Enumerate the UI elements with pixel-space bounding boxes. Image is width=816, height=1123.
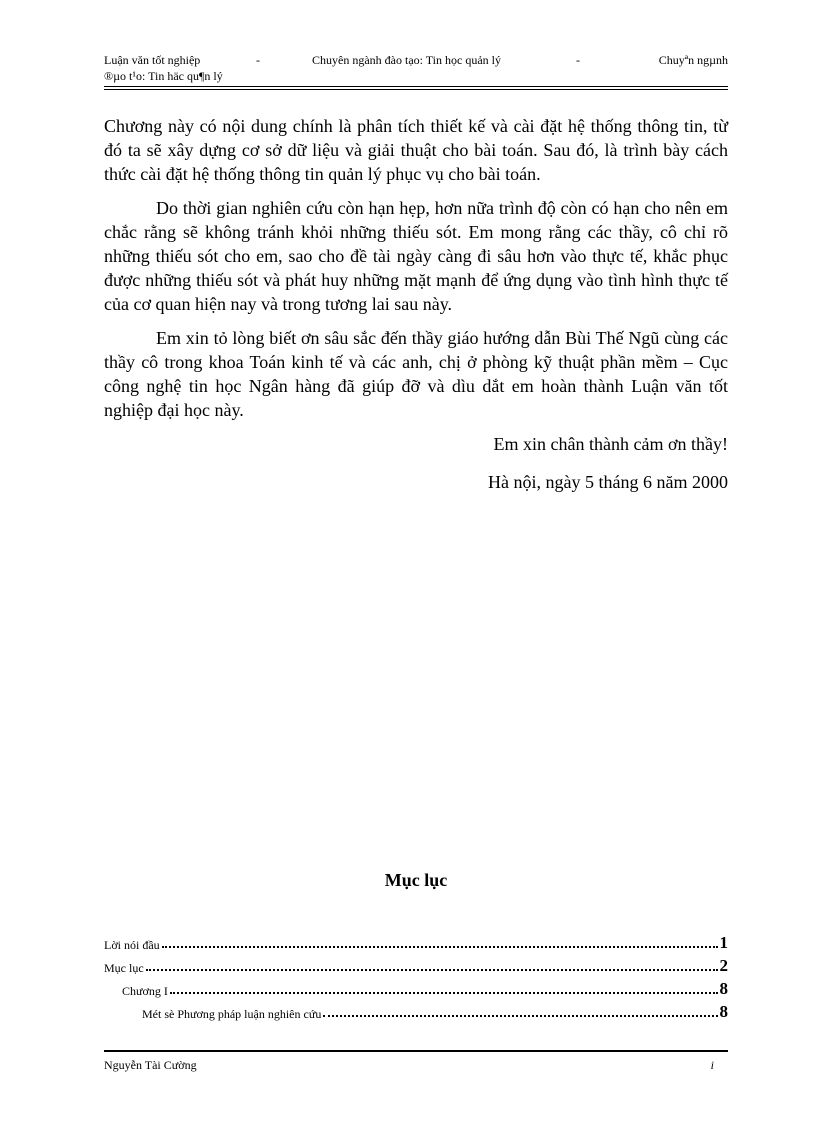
toc-entry-label: Mục lục: [104, 961, 144, 975]
toc-entry-page: 8: [719, 1002, 728, 1021]
header-right-text: Chuyªn ngµnh: [658, 53, 728, 67]
toc-leader: [170, 992, 718, 994]
page-header: [104, 52, 728, 90]
toc-entry-page: 1: [719, 933, 728, 952]
header-rule: [104, 86, 728, 87]
header-middle-text: Chuyên ngành đào tạo: Tin học quản lý: [312, 53, 501, 67]
toc-leader: [146, 969, 718, 971]
toc-entry[interactable]: [104, 976, 728, 999]
header-separator: -: [576, 53, 580, 67]
toc-entry[interactable]: [104, 999, 728, 1022]
footer-page-number: i: [710, 1058, 714, 1072]
toc-entry-page: 2: [719, 956, 728, 975]
page-footer: [104, 1050, 728, 1078]
date-line: Hà nội, ngày 5 tháng 6 năm 2000: [488, 472, 728, 492]
toc-entry[interactable]: [104, 953, 728, 976]
footer-rule: [104, 1050, 728, 1052]
header-rule: [104, 89, 728, 90]
toc-entry[interactable]: [104, 930, 728, 953]
paragraph-3: Em xin tỏ lòng biết ơn sâu sắc đến thầy giáo hướng dẫn Bùi Thế Ngũ cùng các thầy cô trong khoa Toán kinh tế và các anh, chị ở phòng kỹ thuật phần mềm – Cục công nghệ tin học Ngân hàng đã giúp đỡ và dìu dắt em hoàn thành Luận văn tốt nghiệp đại học này.: [104, 328, 728, 420]
paragraph-2: Do thời gian nghiên cứu còn hạn hẹp, hơn nữa trình độ còn có hạn cho nên em chắc rằng sẽ không tránh khỏi những thiếu sót. Em mong rằng các thầy, cô chỉ rõ những thiếu sót cho em, sao cho đề tài ngày càng đi sâu hơn vào thực tế, khắc phục được những thiếu sót và phát huy những mặt mạnh để ứng dụng vào tình hình thực tế của cơ quan hiện nay và trong tương lai sau này.: [104, 198, 728, 314]
toc-leader: [162, 946, 718, 948]
header-left-text: Luận văn tốt nghiệp: [104, 53, 201, 67]
toc-entry-label: Chương I: [122, 984, 168, 998]
thanks-line: Em xin chân thành cảm ơn thầy!: [493, 434, 728, 454]
toc-entry-label: Mét sè Phương pháp luận nghiên cứu: [142, 1007, 322, 1021]
toc-title: Mục lục: [384, 870, 448, 890]
toc-entry-page: 8: [719, 979, 728, 998]
footer-author: Nguyễn Tài Cường: [104, 1058, 197, 1072]
document-body: [104, 114, 728, 508]
table-of-contents: [104, 930, 728, 1022]
paragraph-1: Chương này có nội dung chính là phân tích thiết kế và cài đặt hệ thống thông tin, từ đó ta sẽ xây dựng cơ sở dữ liệu và giải thuật cho bài toán. Sau đó, là trình bày cách thức cài đặt hệ thống thông tin quản lý phục vụ cho bài toán.: [104, 116, 728, 184]
toc-entry-label: Lời nói đầu: [104, 938, 160, 952]
toc-leader: [323, 1015, 717, 1017]
header-separator: -: [256, 53, 260, 67]
header-row: [104, 52, 728, 68]
header-second-line: ®µo t¹o: Tin häc qu¶n lý: [104, 69, 223, 83]
